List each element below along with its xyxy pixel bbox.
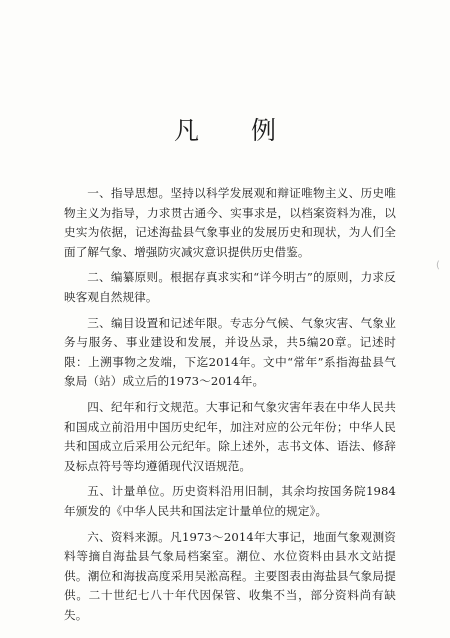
paragraph-data-sources: 六、资料来源。凡1973～2014年大事记，地面气象观测资料等摘自海盐县气象局档案室。潮位、水位资料由县水文站提供。潮位和海拔高度采用吴淞高程。主要图表由海盐县气象局提供。二十世纪七八十年代因保管、收集不当，部分资料尚有缺失。 <box>64 529 396 622</box>
paragraph-structure-and-period: 三、编目设置和记述年限。专志分气候、气象灾害、气象业务与服务、事业建设和发展，并设丛录，共5编20章。记述时限：上溯事物之发端，下迄2014年。文中“常年”系指海盐县气象局（站）成立后的1973～2014年。 <box>64 315 396 389</box>
paragraph-compilation-principle: 二、编纂原则。根据存真求实和“详今明古”的原则，力求反映客观自然规律。 <box>64 270 396 304</box>
binding-mark-icon: ( <box>436 260 440 271</box>
paragraph-guiding-ideology: 一、指导思想。坚持以科学发展观和辩证唯物主义、历史唯物主义为指导，力求贯古通今、实事求是，以档案资料为准，以史实为依据，记述海盐县气象事业的发展历史和现状，为人们全面了解气象、增强防灾减灾意识提供历史借鉴。 <box>64 186 396 259</box>
body-text <box>64 184 396 631</box>
paragraph-measurement-units: 五、计量单位。历史资料沿用旧制，其余均按国务院1984年颁发的《中华人民共和国法定计量单位的规定》。 <box>64 484 396 518</box>
paragraph-dating-and-style: 四、纪年和行文规范。大事记和气象灾害年表在中华人民共和国成立前沿用中国历史纪年，加注对应的公元年份；中华人民共和国成立后采用公元纪年。除上述外，志书文体、语法、修辞及标点符号等均遵循现代汉语规范。 <box>64 399 396 473</box>
page-title: 凡 例 <box>174 116 298 145</box>
